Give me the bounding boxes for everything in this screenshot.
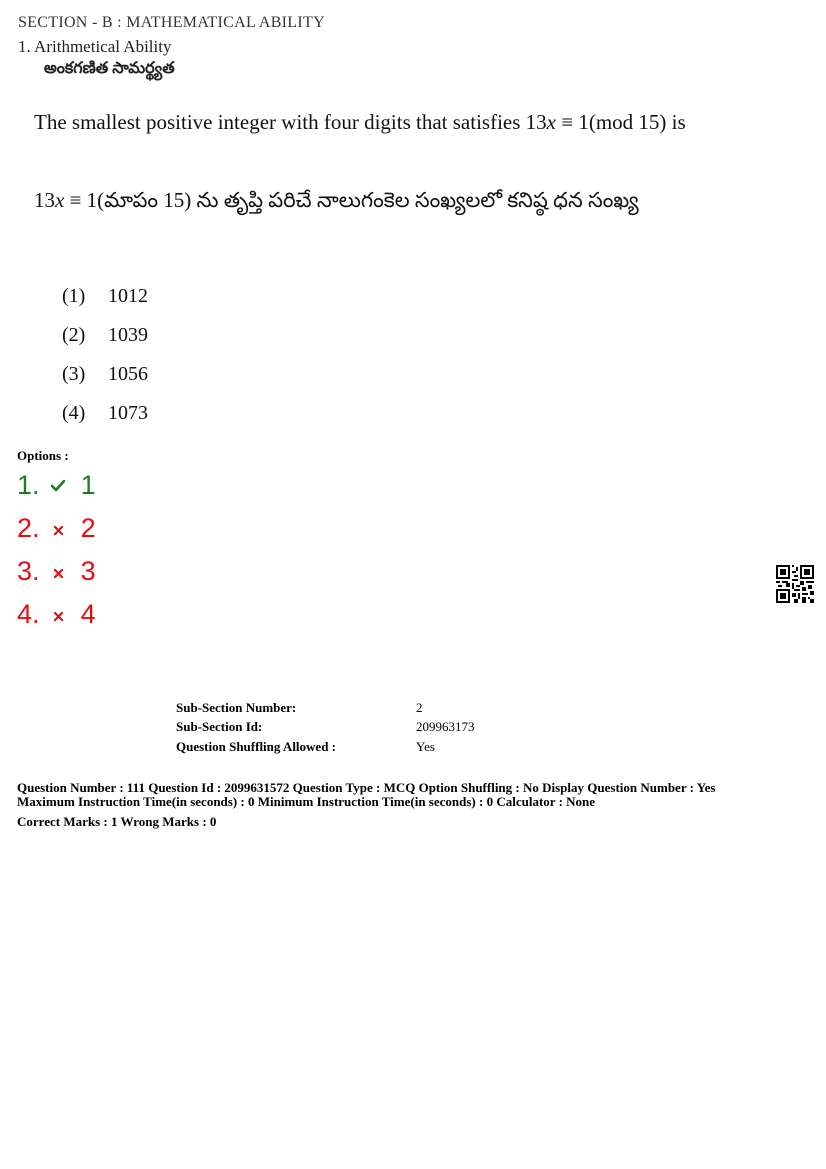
question-shuffling-value: Yes [416,739,435,754]
qr-code [776,565,814,603]
choice-number: (2) [62,324,86,346]
question-telugu-variable: x [55,188,65,212]
option-number: 3. [17,556,40,586]
question-text-english [34,110,686,135]
cross-icon [47,522,69,538]
option-value: 3 [80,556,96,586]
question-text-telugu [34,188,639,218]
option-row [17,470,96,501]
question-info-line: Maximum Instruction Time(in seconds) : 0 Minimum Instruction Time(in seconds) : 0 Calculator : None [17,794,596,809]
choice-value: 1012 [108,285,148,307]
option-row [17,556,96,587]
cross-icon [47,608,69,624]
choice-number: (3) [62,363,86,385]
choice-value: 1073 [108,402,148,424]
choice-number: (4) [62,402,86,424]
question-english-part: ≡ 1(mod 15) is [556,110,686,134]
subsection-id-value: 209963173 [416,719,475,734]
option-value: 2 [80,513,96,543]
question-telugu-part: 13 [34,188,55,212]
option-value: 4 [80,599,96,629]
marks-info-line: Correct Marks : 1 Wrong Marks : 0 [17,814,217,829]
subsection-number-label: Sub-Section Number: [176,700,297,715]
question-english-part: The smallest positive integer with four digits that satisfies 13 [34,110,547,134]
options-label: Options : [17,448,69,463]
option-value: 1 [80,470,96,500]
choice-number: (1) [62,285,86,307]
choice-value: 1039 [108,324,148,346]
answer-choice [62,402,148,425]
topic-title-telugu: అంకగణిత సామర్థ్యత [44,60,175,77]
answer-choice [62,285,148,308]
answer-choice [62,324,148,347]
option-number: 2. [17,513,40,543]
section-header: SECTION - B : MATHEMATICAL ABILITY [18,14,325,31]
cross-icon [47,565,69,581]
answer-choice [62,363,148,386]
subsection-number-value: 2 [416,700,423,715]
question-info-line: Question Number : 111 Question Id : 2099631572 Question Type : MCQ Option Shuffling : No Display Question Number : Yes [17,780,716,795]
option-number: 4. [17,599,40,629]
question-shuffling-label: Question Shuffling Allowed : [176,739,337,754]
subsection-id-label: Sub-Section Id: [176,719,263,734]
question-telugu-part: ≡ 1(మాపం 15) ను తృప్తి పరిచే నాలుగంకెల సంఖ్యలలో కనిష్ఠ ధన సంఖ్య [64,188,639,212]
check-icon [47,479,69,495]
topic-title: 1. Arithmetical Ability [18,37,172,56]
question-english-variable: x [546,110,556,134]
choice-value: 1056 [108,363,148,385]
option-row [17,513,96,544]
option-number: 1. [17,470,40,500]
option-row [17,599,96,630]
